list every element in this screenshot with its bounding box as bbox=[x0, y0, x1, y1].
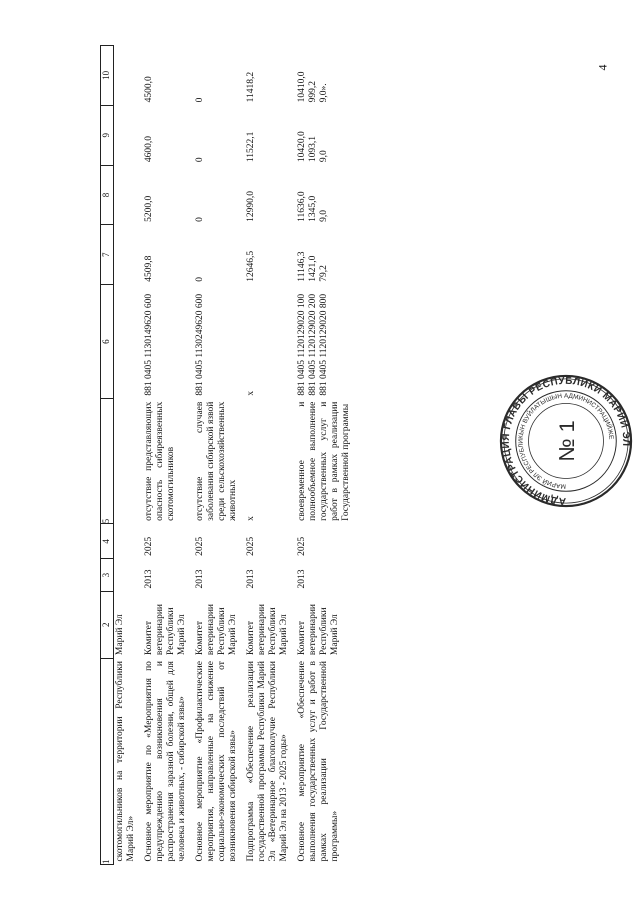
table-cell: 10410,0 999,2 9,0». bbox=[297, 71, 329, 103]
table-row bbox=[114, 46, 139, 865]
table-row bbox=[245, 46, 291, 865]
header-col-3: 3 bbox=[101, 559, 114, 592]
table-cell: 2025 bbox=[246, 536, 256, 556]
table-cell bbox=[114, 285, 139, 399]
page-number: 4 bbox=[595, 64, 610, 71]
table-cell: 4600,0 bbox=[144, 136, 154, 163]
table-cell bbox=[114, 399, 139, 524]
header-col-4: 4 bbox=[101, 524, 114, 559]
table-row bbox=[143, 46, 189, 865]
table-cell: отсутствие представляющих опасность сибиреязвенных скотомогильников bbox=[144, 401, 176, 521]
table-cell: Марий Эл bbox=[115, 614, 125, 656]
table-cell: 11522,1 bbox=[246, 131, 256, 163]
table-cell: 11418,2 bbox=[246, 71, 256, 103]
table-cell: 11636,0 1345,0 9,0 bbox=[297, 191, 329, 222]
table-cell: 5200,0 bbox=[144, 195, 154, 222]
table-cell bbox=[114, 559, 139, 592]
header-col-6: 6 bbox=[101, 285, 114, 399]
table-cell: 2013 bbox=[195, 569, 205, 589]
program-table bbox=[100, 45, 353, 865]
table-cell: 0 bbox=[195, 276, 205, 282]
table-cell: 12646,5 bbox=[246, 250, 256, 282]
table-cell: 2025 bbox=[195, 536, 205, 556]
stamp-outer-text: АДМИНИСТРАЦИЯ ГЛАВЫ РЕСПУБЛИКИ МАРИЙ ЭЛ bbox=[500, 375, 632, 507]
stamp-number: № 1 bbox=[553, 420, 579, 462]
table-row bbox=[296, 46, 353, 865]
table-cell: 4500,0 bbox=[144, 76, 154, 103]
table-cell bbox=[114, 105, 139, 165]
table-cell: Комитет ветеринарии Республики Марий Эл bbox=[246, 603, 289, 656]
table-cell: 2025 bbox=[144, 536, 154, 556]
table-cell: Основное мероприятие по «Мероприятия по предупреждению возникновения и распространения заразной болезни, общей для человека и животных, - сибирской язвы» bbox=[144, 661, 187, 862]
table-cell: 10420,0 1093,1 9,0 bbox=[297, 131, 329, 163]
official-stamp bbox=[497, 372, 635, 510]
table-cell: 4509,8 bbox=[144, 255, 154, 282]
table-cell: 881 0405 1120129020 100 881 0405 1120129020 200 881 0405 1120129020 800 bbox=[297, 293, 329, 396]
header-col-2: 2 bbox=[101, 592, 114, 659]
table-cell: Основное мероприятие «Профилактические мероприятия, направленные на снижение социально-экономических последствий от возникновения сибирской язвы» bbox=[195, 661, 238, 862]
table-cell: 881 0405 1130249620 600 bbox=[195, 293, 205, 396]
table-cell: своевременное и полнообъемное выполнение государственных услуг и работ в рамках реализации Государственной программы bbox=[297, 401, 351, 521]
table-cell: Комитет ветеринарии Республики Марий Эл bbox=[144, 603, 187, 656]
table-cell: 11146,3 1421,0 79,2 bbox=[297, 251, 329, 282]
table-cell: 0 bbox=[195, 157, 205, 163]
table-cell bbox=[114, 225, 139, 285]
table-cell: 2013 bbox=[144, 569, 154, 589]
table-cell: 0 bbox=[195, 97, 205, 103]
header-col-8: 8 bbox=[101, 165, 114, 225]
table-cell: Комитет ветеринарии Республики Марий Эл bbox=[195, 603, 238, 656]
header-col-10: 10 bbox=[101, 46, 114, 106]
table-cell: 881 0405 1130149620 600 bbox=[144, 293, 154, 396]
table-cell: 0 bbox=[195, 217, 205, 222]
header-col-7: 7 bbox=[101, 225, 114, 285]
header-col-9: 9 bbox=[101, 105, 114, 165]
table-cell: отсутствие случаев заболевания сибирской язвой среди сельскохозяйственных животных bbox=[195, 401, 238, 521]
table-cell bbox=[114, 524, 139, 559]
table-cell bbox=[114, 46, 139, 106]
table-cell: х bbox=[246, 516, 256, 521]
table-cell: 2013 bbox=[297, 569, 307, 589]
table-cell: 2013 bbox=[246, 569, 256, 589]
table-cell: Подпрограмма «Обеспечение реализации государственной программы Республики Марий Эл «Ветеринарное благополучие Республики Марий Эл на 2013 - 2025 годы» bbox=[246, 661, 289, 862]
table-cell: х bbox=[246, 390, 256, 396]
table-cell: Основное мероприятие «Обеспечение выполнения государственных услуг и работ в рамках реализации Государственной программы» bbox=[297, 661, 340, 862]
table-cell: скотомогильников на территории Республики Марий Эл» bbox=[115, 661, 136, 862]
header-row bbox=[101, 46, 114, 865]
table-cell: 12990,0 bbox=[246, 191, 256, 222]
table-cell: 2025 bbox=[297, 536, 307, 556]
header-col-5: 5 bbox=[101, 399, 114, 524]
header-col-1: 1 bbox=[101, 658, 114, 864]
stamp-inner-text: МАРИЙ ЭЛ РЕСПУБЛИКЫН ВУЙЛАТЫШЫН АДМИНИСТРАЦИЙЖЕ bbox=[517, 392, 615, 490]
table-cell bbox=[114, 165, 139, 225]
table-cell: Комитет ветеринарии Республики Марий Эл bbox=[297, 603, 340, 656]
table-row bbox=[194, 46, 240, 865]
